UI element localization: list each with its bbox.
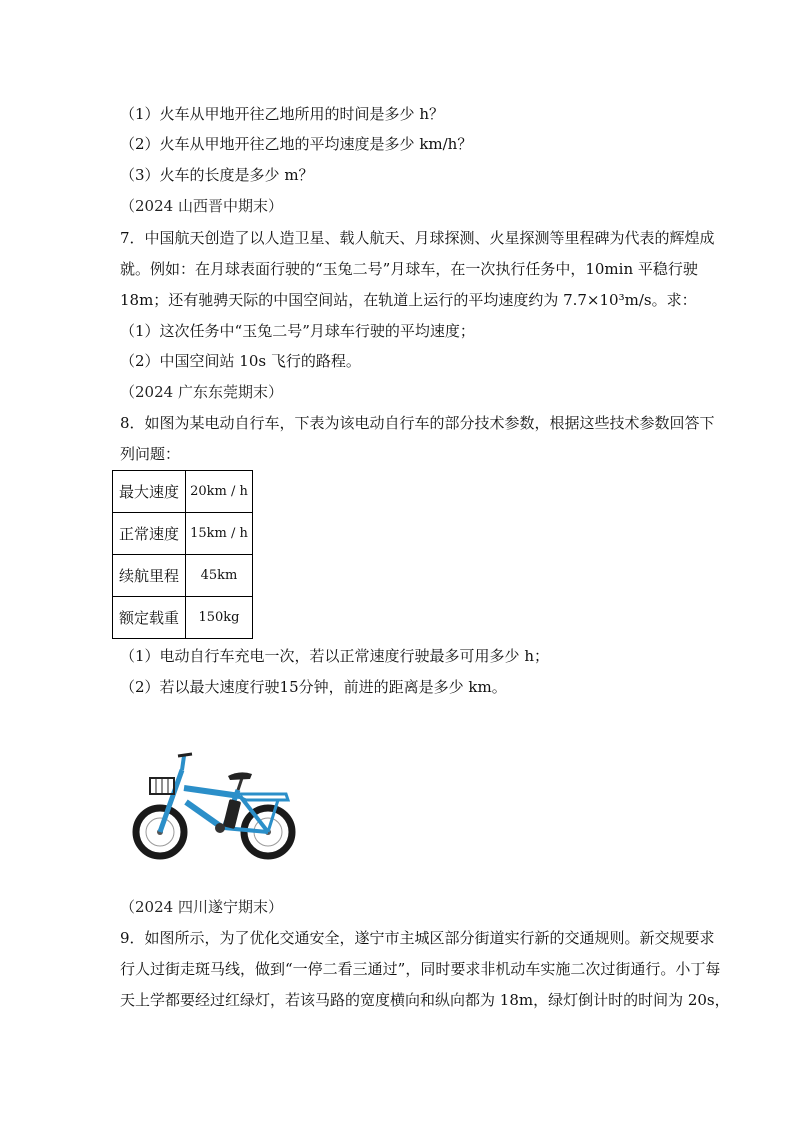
question-6-part-2: （2）火车从甲地开往乙地的平均速度是多少 km/h？ — [120, 135, 473, 153]
question-6-part-1: （1）火车从甲地开往乙地所用的时间是多少 h？ — [120, 105, 444, 123]
question-9-text-line-1: 9．如图所示，为了优化交通安全，遂宁市主城区部分街道实行新的交通规则。新交规要求 — [120, 929, 715, 947]
table-row — [113, 471, 253, 513]
table-row — [113, 513, 253, 555]
question-7-part-2: （2）中国空间站 10s 飞行的路程。 — [120, 352, 361, 370]
spec-label: 额定载重 — [113, 597, 186, 639]
spec-value: 150kg — [186, 597, 253, 639]
spec-value: 45km — [186, 555, 253, 597]
spec-value: 20km / h — [186, 471, 253, 513]
spec-label: 续航里程 — [113, 555, 186, 597]
bike-icon — [128, 750, 298, 860]
spec-label: 正常速度 — [113, 513, 186, 555]
question-9-text-line-2: 行人过街走斑马线，做到“一停二看三通过”，同时要求非机动车实施二次过街通行。小丁每 — [120, 960, 721, 978]
spec-table — [112, 470, 253, 639]
question-7-part-1: （1）这次任务中“玉兔二号”月球车行驶的平均速度； — [120, 322, 475, 340]
spec-value: 15km / h — [186, 513, 253, 555]
question-7-text-line-1: 7．中国航天创造了以人造卫星、载人航天、月球探测、火星探测等里程碑为代表的辉煌成 — [120, 229, 715, 247]
question-8-part-1: （1）电动自行车充电一次，若以正常速度行驶最多可用多少 h； — [120, 647, 549, 665]
question-7-text-line-3: 18m；还有驰骋天际的中国空间站，在轨道上运行的平均速度约为 7.7×10³m/s。求： — [120, 291, 697, 309]
source-label-8: （2024 四川遂宁期末） — [120, 898, 283, 916]
question-8-text-line-2: 列问题： — [120, 445, 181, 463]
question-9-text-line-3: 天上学都要经过红绿灯，若该马路的宽度横向和纵向都为 18m，绿灯倒计时的时间为 20s， — [120, 991, 730, 1009]
question-6-part-3: （3）火车的长度是多少 m？ — [120, 166, 314, 184]
question-8-part-2: （2）若以最大速度行驶15分钟，前进的距离是多少 km。 — [120, 678, 507, 696]
table-row — [113, 597, 253, 639]
question-7-text-line-2: 就。例如：在月球表面行驶的“玉兔二号”月球车，在一次执行任务中，10min 平稳行驶 — [120, 260, 698, 278]
source-label-6: （2024 山西晋中期末） — [120, 197, 283, 215]
spec-label: 最大速度 — [113, 471, 186, 513]
question-8-text-line-1: 8．如图为某电动自行车，下表为该电动自行车的部分技术参数，根据这些技术参数回答下 — [120, 414, 715, 432]
table-row — [113, 555, 253, 597]
source-label-7: （2024 广东东莞期末） — [120, 383, 283, 401]
